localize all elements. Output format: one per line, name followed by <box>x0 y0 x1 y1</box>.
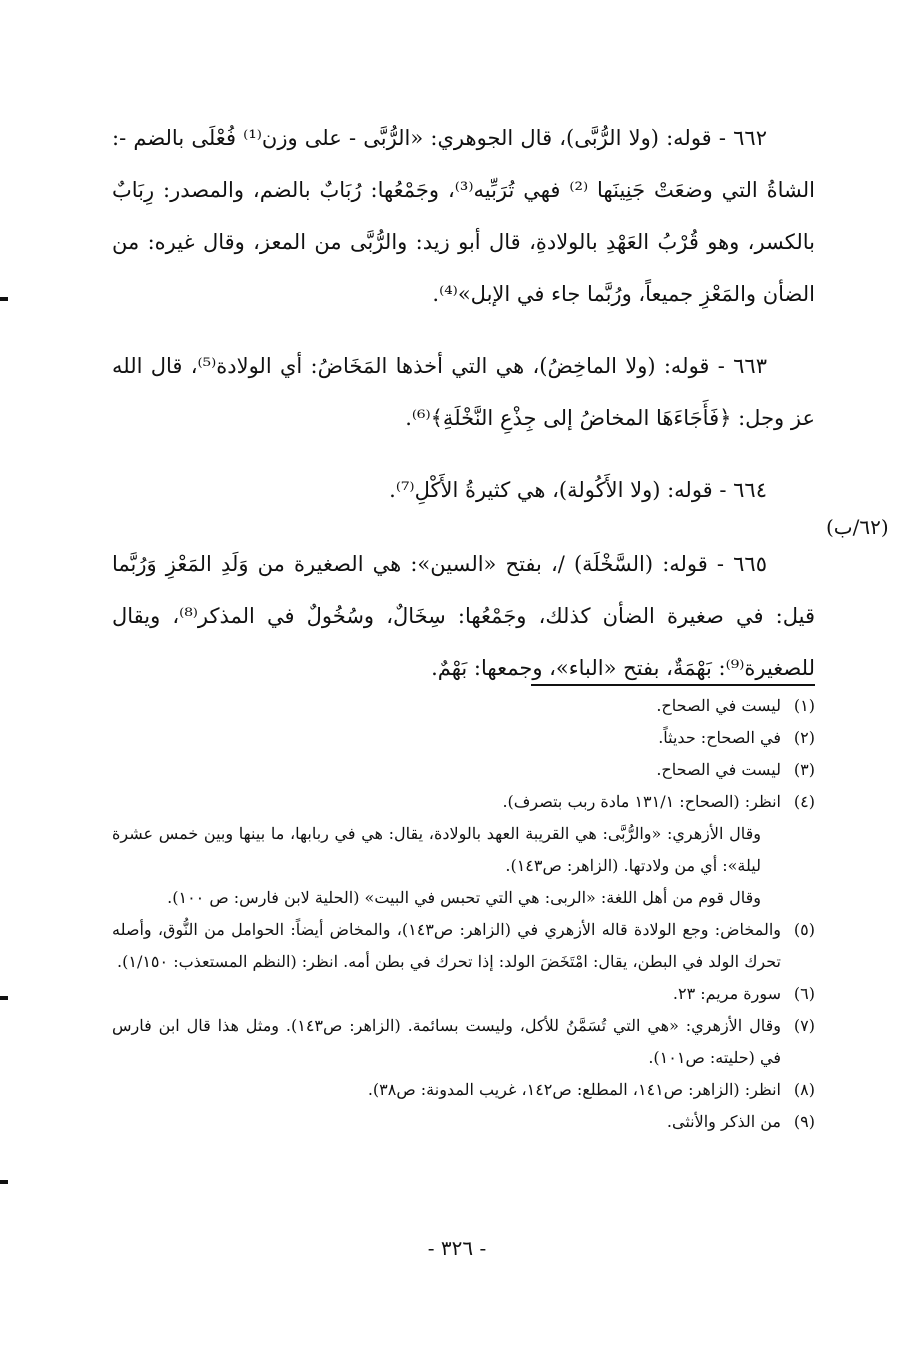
footnote-text: والمخاض: وجع الولادة قاله الأزهري في (الزاهر: ص١٤٣)، والمخاض أيضاً: الحوامل من النُّوق، وأصله تحرك الولد في البطن، يقال: امْتَخَضَ الولد: إذا تحرك في بطن أمه. انظر: (النظم المستعذب: ١/١٥٠). <box>112 920 781 971</box>
scan-edge-mark <box>0 1180 8 1184</box>
footnote-5 <box>112 914 815 978</box>
footnote-number: (٩) <box>793 1112 815 1131</box>
paragraph-663: ٦٦٣ - قوله: (ولا الماخِضُ)، هي التي أخذها المَخَاضُ: أي الولادة⁽⁵⁾، قال الله عز وجل: ﴿فَأَجَاءَهَا المخاضُ إلى جِذْعِ النَّخْلَةِ﴾⁽⁶⁾. <box>112 354 815 430</box>
footnote-text: وقال الأزهري: «هي التي تُسَمَّنُ للأكل، وليست بسائمة. (الزاهر: ص١٤٣). ومثل هذا قال ابن فارس في (حليته: ص١٠١). <box>112 1016 781 1067</box>
footnote-separator <box>531 684 815 686</box>
footnote-number: (٢) <box>793 728 815 747</box>
footnote-7 <box>112 1010 815 1074</box>
page-number: - ٣٢٦ - <box>427 1236 487 1260</box>
paragraph-662: ٦٦٢ - قوله: (ولا الرُّبَّى)، قال الجوهري: «الرُّبَّى - على وزن⁽¹⁾ فُعْلَى بالضم -: الشاةُ التي وضعَتْ جَنِينَها ⁽²⁾ فهي تُرَبِّيه⁽³⁾، وجَمْعُها: رُبَابٌ بالضم، والمصدر: رِبَابٌ بالكسر، وهو قُرْبُ العَهْدِ بالولادةِ، قال أبو زيد: والرُّبَّى من المعز، وقال غيره: من الضأن والمَعْزِ جميعاً، ورُبَّما جاء في الإبل»⁽⁴⁾. <box>112 126 815 306</box>
footnote-number: (٤) <box>793 792 815 811</box>
footnote-continuation: وقال قوم من أهل اللغة: «الربى: هي التي تحبس في البيت» (الحلية لابن فارس: ص ١٠٠). <box>167 888 761 907</box>
footnote-9 <box>112 1106 815 1138</box>
footnote-number: (٧) <box>793 1016 815 1035</box>
footnote-8 <box>112 1074 815 1106</box>
footnote-text: سورة مريم: ٢٣. <box>672 984 781 1003</box>
footnote-number: (٦) <box>793 984 815 1003</box>
footnote-text: انظر: (الصحاح: ١٣١/١ مادة ربب بتصرف). <box>502 792 781 811</box>
footnote-text: انظر: (الزاهر: ص١٤١، المطلع: ص١٤٢، غريب المدونة: ص٣٨). <box>367 1080 781 1099</box>
footnote-4 <box>112 786 815 914</box>
footnote-3 <box>112 754 815 786</box>
footnote-number: (٥) <box>793 920 815 939</box>
footnote-text: من الذكر والأنثى. <box>666 1112 781 1131</box>
footnote-number: (٣) <box>793 760 815 779</box>
footnote-text: في الصحاح: حديثاً. <box>658 728 781 747</box>
paragraph-665: ٦٦٥ - قوله: (السَّخْلَة) /، بفتح «السين»: هي الصغيرة من وَلَدِ المَعْزِ وَرُبَّما قيل: في صغيرة الضأن كذلك، وجَمْعُها: سِخَالٌ، وسُخُولٌ في المذكر⁽⁸⁾، ويقال للصغيرة⁽⁹⁾: بَهْمَةٌ، بفتح «الباء»، وجمعها: بَهْمٌ. <box>112 552 815 680</box>
footnote-number: (٨) <box>793 1080 815 1099</box>
footnote-text: ليست في الصحاح. <box>656 760 781 779</box>
footnote-continuation: وقال الأزهري: «والرُّبَّى: هي القريبة العهد بالولادة، يقال: هي في ربابها، ما بينها وبين خمس عشرة ليلة»: أي من ولادتها. (الزاهر: ص١٤٣). <box>112 824 761 875</box>
paragraph-664: ٦٦٤ - قوله: (ولا الأَكُولة)، هي كثيرةُ الأَكْلِ⁽⁷⁾. <box>389 478 767 502</box>
footnote-number: (١) <box>793 696 815 715</box>
scan-edge-mark <box>0 297 8 301</box>
footnote-text: ليست في الصحاح. <box>656 696 781 715</box>
footnote-6 <box>112 978 815 1010</box>
footnotes <box>112 690 815 1138</box>
footnote-2 <box>112 722 815 754</box>
folio-margin-note: (٦٢/ب) <box>826 515 889 539</box>
main-text <box>112 112 815 714</box>
scan-edge-mark <box>0 996 8 1000</box>
footnote-1 <box>112 690 815 722</box>
